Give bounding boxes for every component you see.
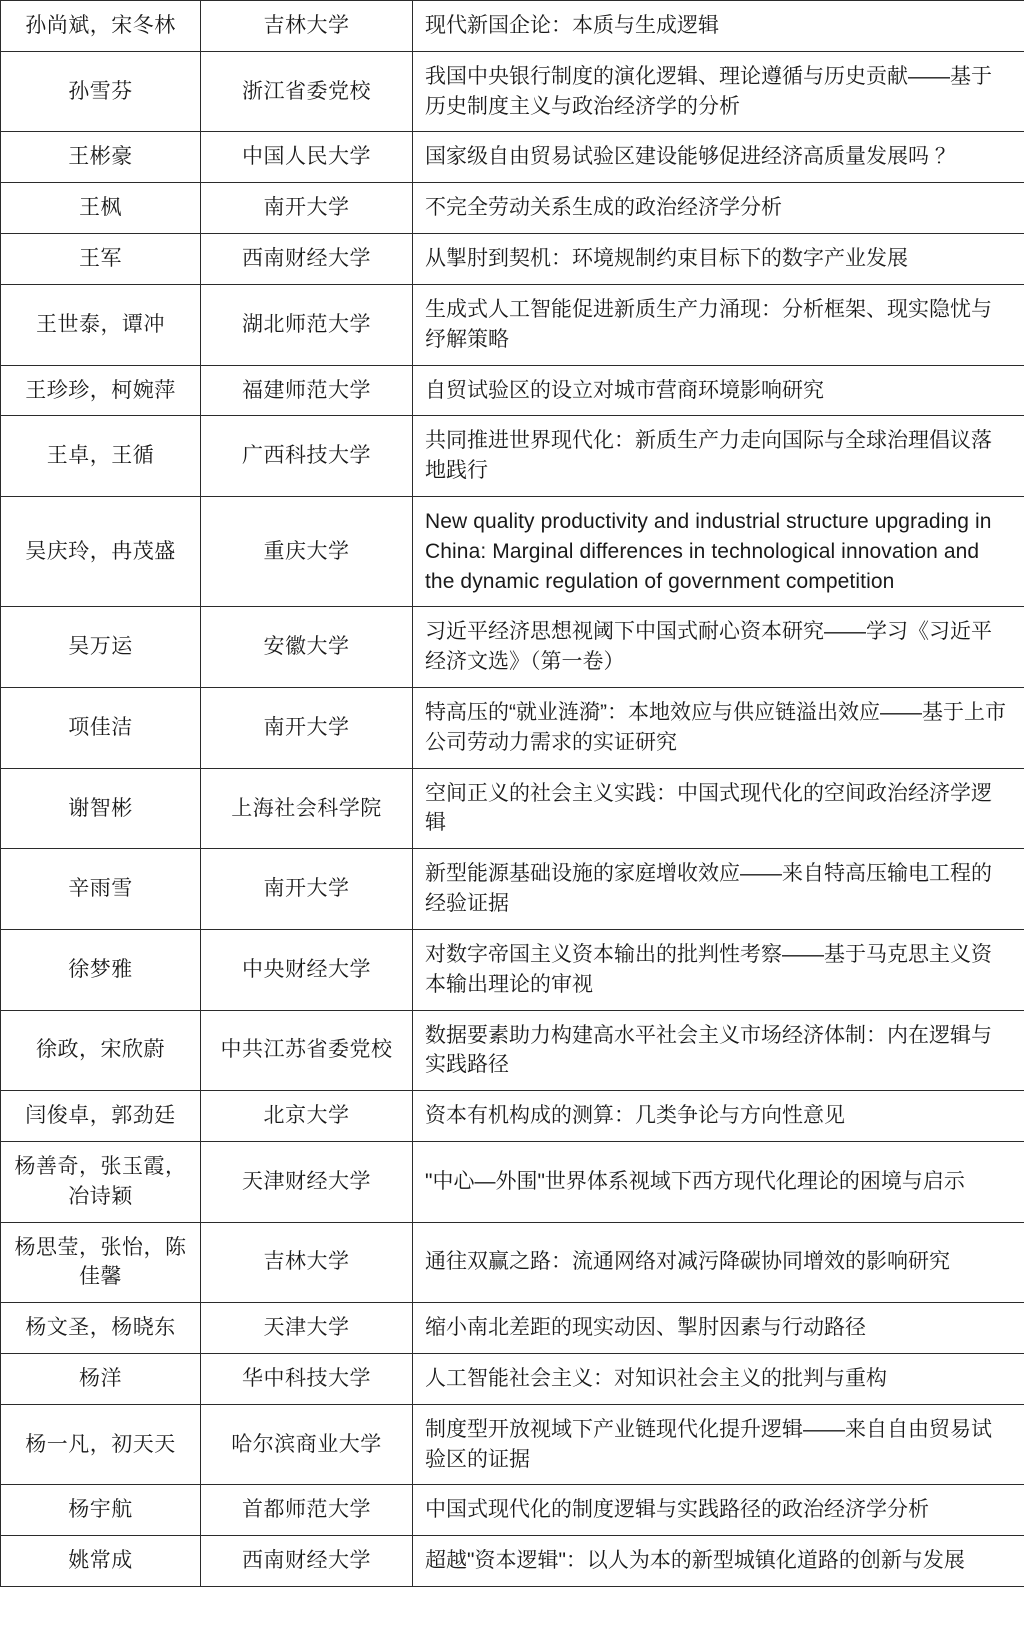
table-row <box>1 1303 1024 1354</box>
table-row <box>1 1141 1024 1222</box>
cell-affiliation: 重庆大学 <box>201 496 413 606</box>
table-row <box>1 365 1024 416</box>
cell-author: 徐梦雅 <box>1 929 201 1010</box>
cell-author: 杨善奇，张玉霞，冶诗颖 <box>1 1141 201 1222</box>
cell-title: "中心—外围"世界体系视域下西方现代化理论的困境与启示 <box>413 1141 1024 1222</box>
cell-author: 谢智彬 <box>1 768 201 849</box>
cell-author: 王军 <box>1 234 201 285</box>
cell-affiliation: 南开大学 <box>201 688 413 769</box>
table-row <box>1 849 1024 930</box>
table-row <box>1 1536 1024 1587</box>
cell-affiliation: 福建师范大学 <box>201 365 413 416</box>
cell-title: 我国中央银行制度的演化逻辑、理论遵循与历史贡献——基于历史制度主义与政治经济学的分析 <box>413 51 1024 132</box>
cell-title: 对数字帝国主义资本输出的批判性考察——基于马克思主义资本输出理论的审视 <box>413 929 1024 1010</box>
table-row <box>1 132 1024 183</box>
cell-affiliation: 中央财经大学 <box>201 929 413 1010</box>
cell-title: 缩小南北差距的现实动因、掣肘因素与行动路径 <box>413 1303 1024 1354</box>
table-row <box>1 284 1024 365</box>
cell-title: 中国式现代化的制度逻辑与实践路径的政治经济学分析 <box>413 1485 1024 1536</box>
cell-affiliation: 天津财经大学 <box>201 1141 413 1222</box>
cell-author: 孙尚斌，宋冬林 <box>1 1 201 52</box>
table-row <box>1 1 1024 52</box>
cell-title: 习近平经济思想视阈下中国式耐心资本研究——学习《习近平经济文选》（第一卷） <box>413 607 1024 688</box>
cell-affiliation: 中国人民大学 <box>201 132 413 183</box>
cell-author: 闫俊卓，郭劲廷 <box>1 1091 201 1142</box>
cell-affiliation: 哈尔滨商业大学 <box>201 1404 413 1485</box>
cell-affiliation: 湖北师范大学 <box>201 284 413 365</box>
table-row <box>1 496 1024 606</box>
cell-affiliation: 西南财经大学 <box>201 234 413 285</box>
cell-affiliation: 吉林大学 <box>201 1222 413 1303</box>
cell-affiliation: 吉林大学 <box>201 1 413 52</box>
cell-author: 杨一凡，初天天 <box>1 1404 201 1485</box>
cell-affiliation: 广西科技大学 <box>201 416 413 497</box>
cell-affiliation: 安徽大学 <box>201 607 413 688</box>
cell-author: 杨洋 <box>1 1354 201 1405</box>
cell-title: 从掣肘到契机：环境规制约束目标下的数字产业发展 <box>413 234 1024 285</box>
cell-title: 生成式人工智能促进新质生产力涌现：分析框架、现实隐忧与纾解策略 <box>413 284 1024 365</box>
cell-affiliation: 天津大学 <box>201 1303 413 1354</box>
cell-author: 王珍珍，柯婉萍 <box>1 365 201 416</box>
table-row <box>1 51 1024 132</box>
table-row <box>1 183 1024 234</box>
cell-author: 吴庆玲，冉茂盛 <box>1 496 201 606</box>
table-row <box>1 607 1024 688</box>
cell-author: 辛雨雪 <box>1 849 201 930</box>
cell-affiliation: 中共江苏省委党校 <box>201 1010 413 1091</box>
cell-author: 王卓，王循 <box>1 416 201 497</box>
cell-author: 王彬豪 <box>1 132 201 183</box>
cell-affiliation: 南开大学 <box>201 183 413 234</box>
table-row <box>1 1010 1024 1091</box>
cell-affiliation: 南开大学 <box>201 849 413 930</box>
cell-author: 徐政，宋欣蔚 <box>1 1010 201 1091</box>
table-row <box>1 1404 1024 1485</box>
cell-title: 国家级自由贸易试验区建设能够促进经济高质量发展吗 ？ <box>413 132 1024 183</box>
table-row <box>1 1485 1024 1536</box>
cell-title: 超越"资本逻辑"：以人为本的新型城镇化道路的创新与发展 <box>413 1536 1024 1587</box>
cell-title: 空间正义的社会主义实践：中国式现代化的空间政治经济学逻辑 <box>413 768 1024 849</box>
cell-title: 资本有机构成的测算：几类争论与方向性意见 <box>413 1091 1024 1142</box>
cell-affiliation: 北京大学 <box>201 1091 413 1142</box>
cell-title: 共同推进世界现代化：新质生产力走向国际与全球治理倡议落地践行 <box>413 416 1024 497</box>
cell-author: 杨思莹，张怡，陈佳馨 <box>1 1222 201 1303</box>
cell-author: 项佳洁 <box>1 688 201 769</box>
cell-title: 新型能源基础设施的家庭增收效应——来自特高压输电工程的经验证据 <box>413 849 1024 930</box>
cell-author: 孙雪芬 <box>1 51 201 132</box>
cell-title: 不完全劳动关系生成的政治经济学分析 <box>413 183 1024 234</box>
cell-title: 通往双赢之路：流通网络对减污降碳协同增效的影响研究 <box>413 1222 1024 1303</box>
cell-affiliation: 首都师范大学 <box>201 1485 413 1536</box>
table-row <box>1 929 1024 1010</box>
table-row <box>1 416 1024 497</box>
cell-affiliation: 上海社会科学院 <box>201 768 413 849</box>
table-row <box>1 768 1024 849</box>
table-row <box>1 688 1024 769</box>
cell-title: 特高压的“就业涟漪”：本地效应与供应链溢出效应——基于上市公司劳动力需求的实证研究 <box>413 688 1024 769</box>
cell-title: New quality productivity and industrial structure upgrading in China: Marginal differences in technological innovation and the dynamic regulation of government competition <box>413 496 1024 606</box>
cell-title: 现代新国企论：本质与生成逻辑 <box>413 1 1024 52</box>
cell-title: 自贸试验区的设立对城市营商环境影响研究 <box>413 365 1024 416</box>
cell-author: 王枫 <box>1 183 201 234</box>
table-row <box>1 1091 1024 1142</box>
cell-title: 数据要素助力构建高水平社会主义市场经济体制：内在逻辑与实践路径 <box>413 1010 1024 1091</box>
table-row <box>1 1222 1024 1303</box>
table-row <box>1 234 1024 285</box>
cell-author: 杨宇航 <box>1 1485 201 1536</box>
cell-author: 王世泰，谭冲 <box>1 284 201 365</box>
table-body <box>1 1 1024 1587</box>
cell-author: 吴万运 <box>1 607 201 688</box>
table-row <box>1 1354 1024 1405</box>
cell-title: 人工智能社会主义：对知识社会主义的批判与重构 <box>413 1354 1024 1405</box>
cell-author: 姚常成 <box>1 1536 201 1587</box>
cell-affiliation: 浙江省委党校 <box>201 51 413 132</box>
cell-title: 制度型开放视域下产业链现代化提升逻辑——来自自由贸易试验区的证据 <box>413 1404 1024 1485</box>
cell-author: 杨文圣，杨晓东 <box>1 1303 201 1354</box>
cell-affiliation: 西南财经大学 <box>201 1536 413 1587</box>
cell-affiliation: 华中科技大学 <box>201 1354 413 1405</box>
